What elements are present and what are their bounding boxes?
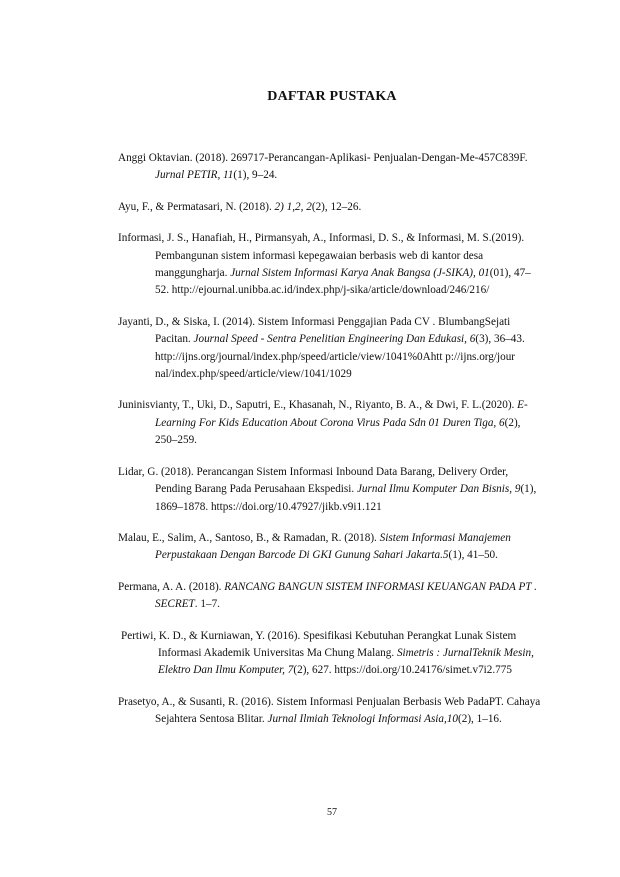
reference-text: Malau, E., Salim, A., Santoso, B., & Ramadan, R. (2018). [118,531,380,544]
reference-text: Permana, A. A. (2018). [118,580,225,593]
reference-item [118,397,544,449]
reference-details: (2), 12–26. [311,200,362,213]
reference-item [118,464,544,516]
reference-item [118,530,544,565]
reference-details: (01), 47–52. http://ejournal.unibba.ac.id/index.php/j-sika/article/download/246/216/ [155,267,531,297]
reference-item [118,230,544,300]
reference-details: (3), 36–43. http://ijns.org/journal/index.php/speed/article/view/1041%0Ahtt p://ijns.org/jour nal/index.php/speed/article/view/1041/1029 [155,333,525,381]
reference-text: Lidar, G. (2018). Perancangan Sistem Informasi Inbound Data Barang, Delivery Order, Pending Barang Pada Perusahaan Ekspedisi. [118,465,509,496]
reference-text: Informasi, J. S., Hanafiah, H., Pirmansyah, A., Informasi, D. S., & Informasi, M. S.(2019). Pembangunan sistem informasi kepegawaian berbasis web di kantor desa manggungharja. [118,232,525,280]
reference-source: Jurnal Ilmiah Teknologi Informasi Asia,10 [267,713,458,726]
reference-source: Jurnal Sistem Informasi Karya Anak Bangsa (J-SIKA), 01 [230,267,490,280]
reference-source: RANCANG BANGUN SISTEM INFORMASI KEUANGAN PADA PT . SECRET [155,580,537,611]
reference-item [118,199,544,216]
reference-source: Journal Speed - Sentra Penelitian Engineering Dan Edukasi, 6 [193,333,476,346]
reference-details: (1), 1869–1878. https://doi.org/10.47927/jikb.v9i1.121 [155,483,537,513]
reference-source: E-Learning For Kids Education About Corona Virus Pada Sdn 01 Duren Tiga, 6 [155,399,528,429]
reference-source: Simetris : JurnalTeknik Mesin, Elektro Dan Ilmu Komputer, 7 [158,646,534,677]
reference-item [118,150,544,185]
reference-text: Prasetyo, A., & Susanti, R. (2016). Sistem Informasi Penjualan Berbasis Web PadaPT. Cahaya Sejahtera Sentosa Blitar. [118,695,541,726]
reference-details: (2), 627. https://doi.org/10.24176/simet.v7i2.775 [293,664,512,677]
reference-item [118,579,544,614]
reference-details: (1), 9–24. [233,169,278,182]
reference-source: 2) 1,2, 2 [274,200,312,213]
reference-details: . 1–7. [194,598,220,611]
reference-source: Sistem Informasi Manajemen Perpustakaan Dengan Barcode Di GKI Gunung Sahari Jakarta.5 [155,531,511,562]
reference-details: (2), 250–259. [155,416,521,447]
reference-text: Ayu, F., & Permatasari, N. (2018). [118,200,275,213]
page-number: 57 [327,807,337,818]
reference-item [118,628,544,680]
reference-item [118,694,544,729]
reference-text: Anggi Oktavian. (2018). 269717-Perancangan-Aplikasi- Penjualan-Dengan-Me-457C839F. [118,152,528,164]
reference-text: Juninisvianty, T., Uki, D., Saputri, E., Khasanah, N., Riyanto, B. A., & Dwi, F. L.(2020). [118,399,518,412]
reference-list [118,150,544,743]
reference-text: Pertiwi, K. D., & Kurniawan, Y. (2016). Spesifikasi Kebutuhan Perangkat Lunak Sistem Informasi Akademik Universitas Ma Chung Malang. [121,629,517,659]
reference-source: Jurnal Ilmu Komputer Dan Bisnis, 9 [356,483,521,496]
reference-text: Jayanti, D., & Siska, I. (2014). Sistem Informasi Penggajian Pada CV . BlumbangSejati Pacitan. [118,315,511,346]
reference-details: (2), 1–16. [458,713,502,726]
page-title: DAFTAR PUSTAKA [267,89,397,104]
reference-item [118,314,544,384]
reference-source: Jurnal PETIR, 11 [155,169,234,182]
reference-details: (1), 41–50. [448,549,498,562]
